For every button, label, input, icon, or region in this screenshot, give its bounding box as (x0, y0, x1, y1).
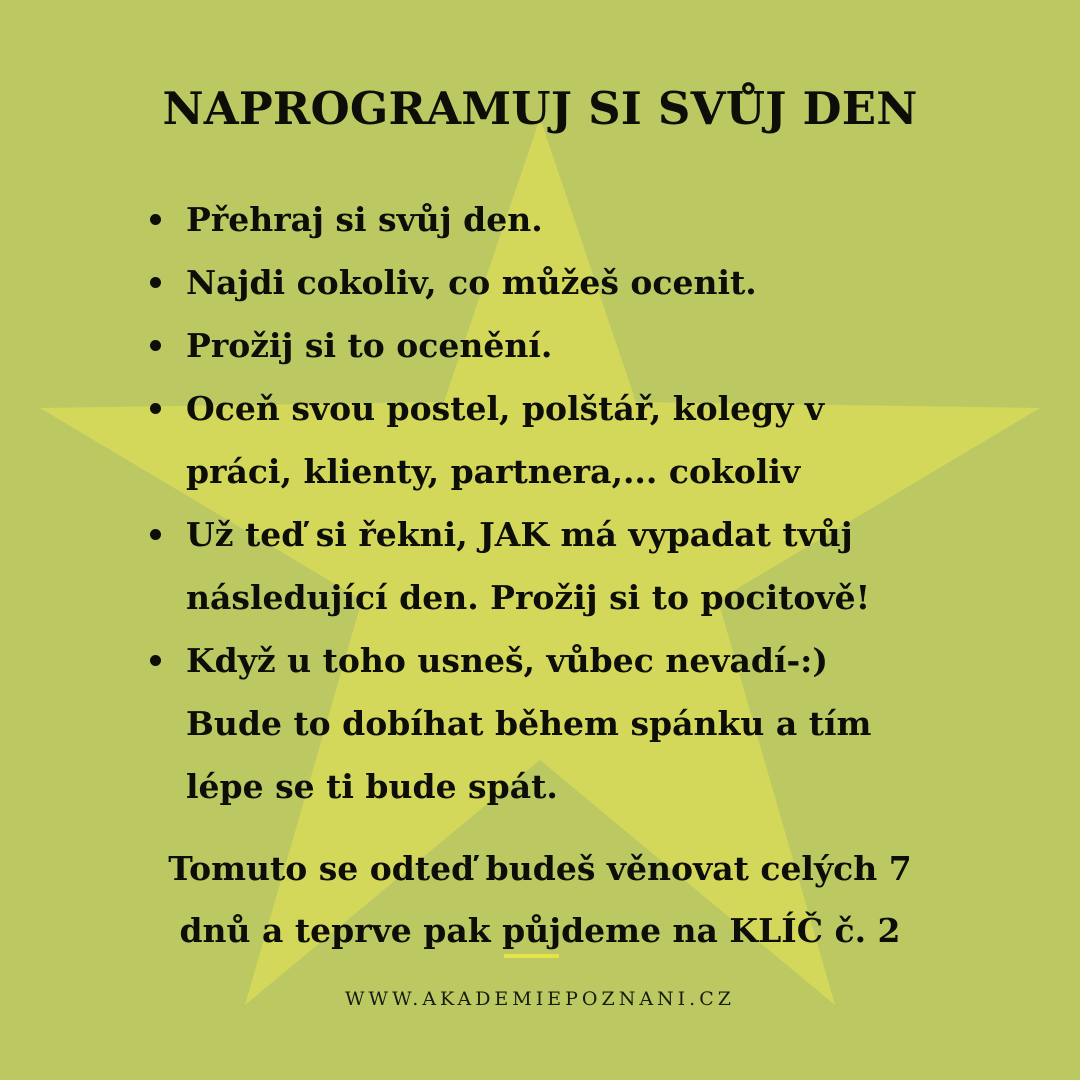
closing-line-2-start: dnů a teprve pak (179, 911, 503, 950)
list-item (186, 503, 1016, 629)
bullet-text-line: Už teď si řekni, JAK má vypadat tvůj (186, 515, 853, 554)
bullet-text-line: Oceň svou postel, polštář, kolegy v (186, 389, 825, 428)
closing-text (0, 838, 1080, 962)
bullet-text-line: práci, klienty, partnera,... cokoliv (186, 452, 801, 491)
list-item (186, 188, 1016, 251)
closing-line-2 (0, 900, 1080, 962)
bullet-text-line: Když u toho usneš, vůbec nevadí-:) (186, 641, 828, 680)
closing-line-2-end: deme na KLÍČ č. 2 (561, 911, 901, 950)
bullet-icon (150, 655, 161, 666)
bullet-icon (150, 214, 161, 225)
bullet-text-line: Přehraj si svůj den. (186, 200, 543, 239)
bullet-icon (150, 403, 161, 414)
list-item (186, 629, 1016, 818)
bullet-text-line: Bude to dobíhat během spánku a tím (186, 704, 872, 743)
bullet-list (186, 188, 1016, 818)
website-url: WWW.AKADEMIEPOZNANI.CZ (345, 988, 735, 1010)
page-title: NAPROGRAMUJ SI SVŮJ DEN (162, 82, 918, 135)
bullet-icon (150, 277, 161, 288)
bullet-text-line: Prožij si to ocenění. (186, 326, 553, 365)
bullet-text-line: následující den. Prožij si to pocitově! (186, 578, 871, 617)
closing-line-1: Tomuto se odteď budeš věnovat celých 7 (168, 849, 912, 888)
highlighted-text: půj (502, 900, 561, 962)
bullet-icon (150, 340, 161, 351)
bullet-icon (150, 529, 161, 540)
bullet-text-line: Najdi cokoliv, co můžeš ocenit. (186, 263, 757, 302)
list-item (186, 314, 1016, 377)
list-item (186, 251, 1016, 314)
list-item (186, 377, 1016, 503)
bullet-text-line: lépe se ti bude spát. (186, 767, 558, 806)
